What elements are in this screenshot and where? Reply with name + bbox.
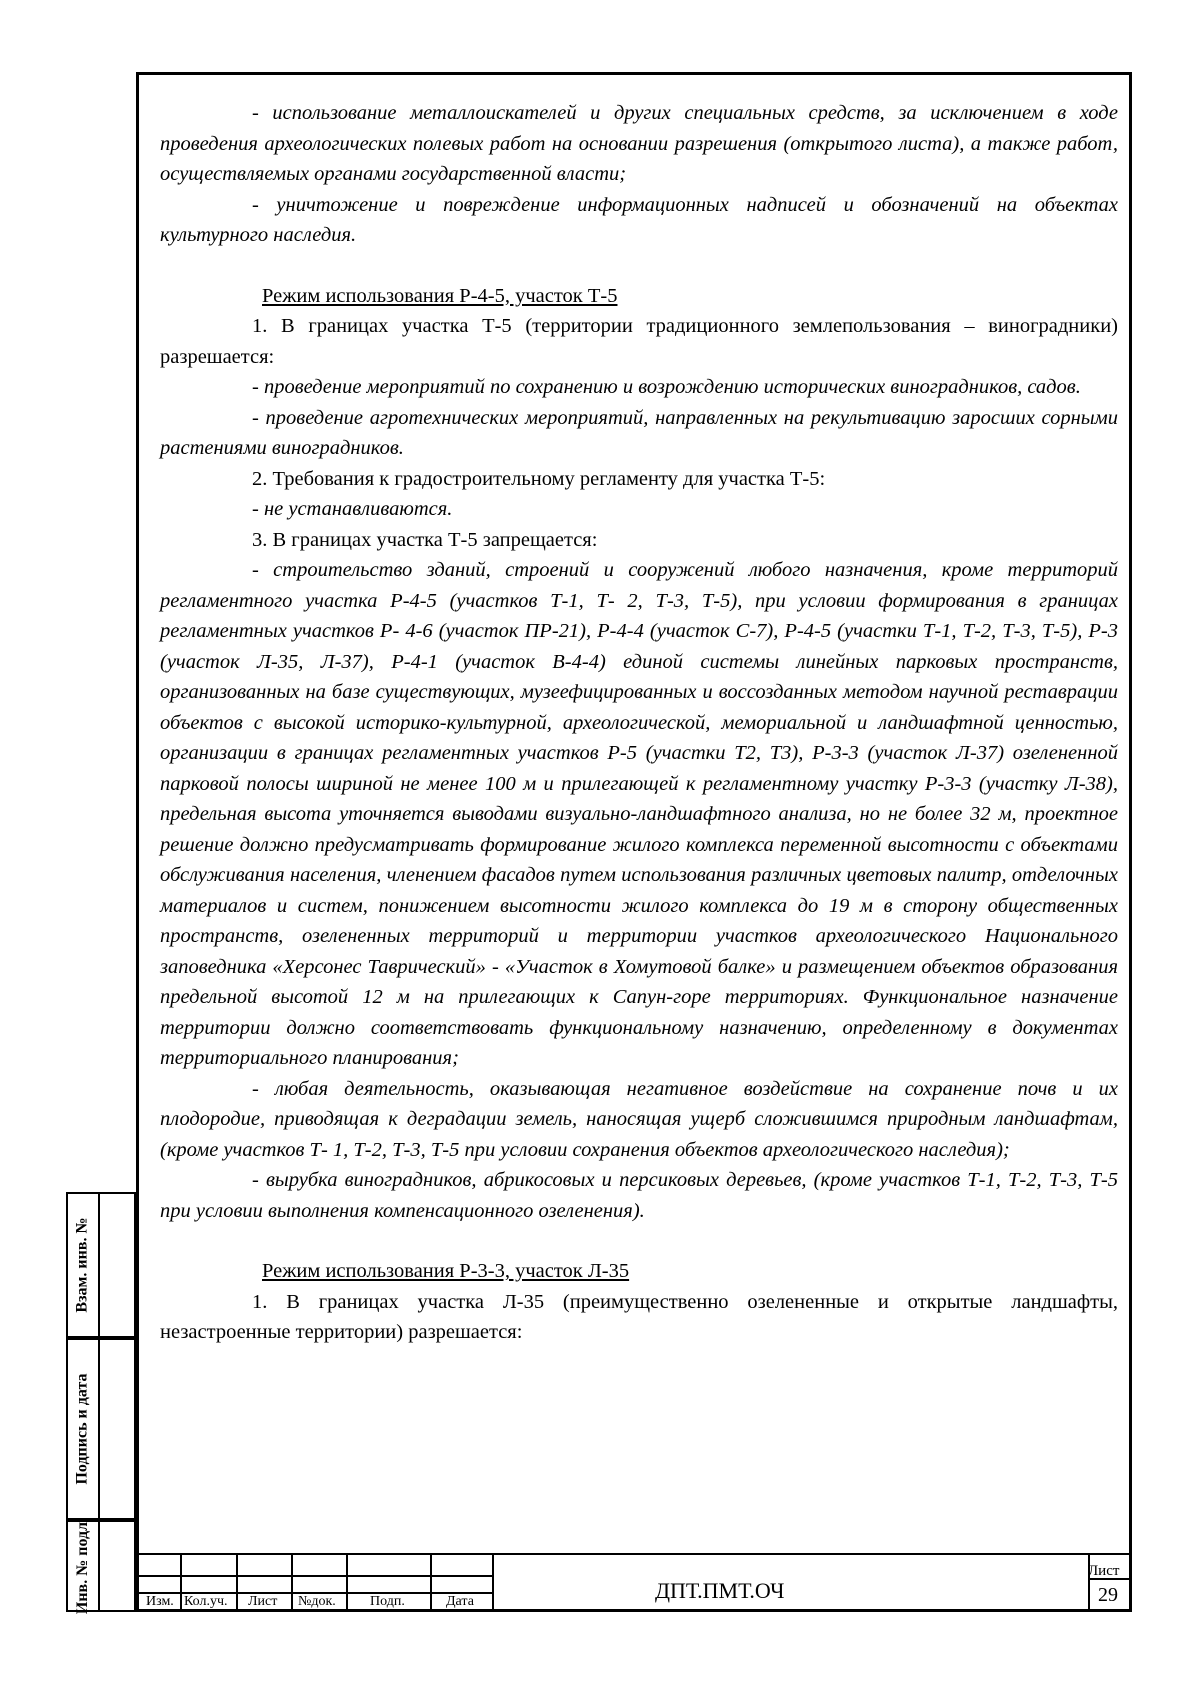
stamp-col-kolich: Кол.уч. [184,1594,228,1609]
sheet-label: Лист [1088,1563,1120,1579]
paragraph: - уничтожение и повреждение информационных надписей и обозначений на объектах культурного наследия. [160,193,1118,246]
paragraph: 3. В границах участка Т-5 запрещается: [252,528,598,551]
paragraph: 2. Требования к градостроительному регламенту для участка Т-5: [252,467,826,490]
paragraph: - проведение мероприятий по сохранению и возрождению исторических виноградников, садов. [252,376,1081,398]
paragraph: - любая деятельность, оказывающая негативное воздействие на сохранение почв и их плодородие, приводящая к деградации земель, наносящая ущерб сложившимся природным ландшафтам, (кроме участков Т- 1, Т-2, Т-3, Т-5 при условии сохранения объектов археологического наследия); [160,1077,1118,1161]
sheet-number: 29 [1098,1584,1118,1606]
side-label-vzam: Взам. инв. № [74,1217,91,1313]
stamp-col-data: Дата [446,1594,474,1609]
document-body [160,98,1118,1348]
paragraph: - проведение агротехнических мероприятий, направленных на рекультивацию заросших сорными растениями виноградников. [160,406,1118,459]
paragraph: - не устанавливаются. [252,498,453,520]
section-heading: Режим использования Р-4-5, участок Т-5 [262,284,618,307]
side-box-podpis [66,1338,136,1520]
stamp-col-izm: Изм. [146,1594,174,1609]
document-code: ДПТ.ПМТ.ОЧ [655,1578,785,1603]
stamp-col-podp: Подп. [370,1594,405,1609]
paragraph: - вырубка виноградников, абрикосовых и персиковых деревьев, (кроме участков Т-1, Т-2, Т-3, Т-5 при условии выполнения компенсационного озеленения). [160,1169,1118,1222]
paragraph: - строительство зданий, строений и сооружений любого назначения, кроме территорий регламентного участка Р-4-5 (участков Т-1, Т- 2, Т-3, Т-5), при условии формирования в границах регламентных участков Р- 4-6 (участок ПР-21), Р-4-4 (участок С-7), Р-4-5 (участки Т-1, Т-2, Т-3, Т-5), Р-3 (участок Л-35, Л-37), Р-4-1 (участок В-4-4) единой системы линейных парковых пространств, организованных на базе существующих, музеефицированных и воссозданных методом научной реставрации объектов с высокой историко-культурной, археологической, мемориальной и ландшафтной ценностью, организации в границах регламентных участков Р-5 (участки Т2, Т3), Р-3-3 (участок Л-37) озелененной парковой полосы шириной не менее 100 м и прилегающей к регламентному участку Р-3-3 (участку Л-38), предельная высота уточняется выводами визуально-ландшафтного анализа, но не более 32 м, проектное решение должно предусматривать формирование жилого комплекса переменной высотности с объектами обслуживания населения, членением фасадов путем использования различных цветовых палитр, отделочных материалов и систем, понижением высотности жилого комплекса до 19 м в сторону общественных пространств, озелененных территорий и территории участков археологического Национального заповедника «Херсонес Таврический» - «Участок в Хомутовой балке» и размещением объектов образования предельной высотой 12 м на прилегающих к Сапун-горе территориях. Функциональное назначение территории должно соответствовать функциональному назначению, определенному в документах территориального планирования; [160,559,1118,1069]
side-box-vzam [66,1192,136,1338]
paragraph: 1. В границах участка Т-5 (территории традиционного землепользования – виноградники) разрешается: [160,315,1118,368]
stamp-col-ndok: №док. [298,1594,336,1609]
side-label-podpis: Подпись и дата [74,1373,91,1485]
stamp-col-list: Лист [248,1594,278,1609]
paragraph: - использование металлоискателей и других специальных средств, за исключением в ходе проведения археологических полевых работ на основании разрешения (открытого листа), а также работ, осуществляемых органами государственной власти; [160,102,1118,185]
section-heading: Режим использования Р-3-3, участок Л-35 [262,1260,630,1282]
side-label-inv: Инв. № подл. [74,1517,91,1615]
paragraph: 1. В границах участка Л-35 (преимущественно озелененные и открытые ландшафты, незастроенные территории) разрешается: [160,1290,1118,1343]
side-box-inv [66,1517,136,1615]
